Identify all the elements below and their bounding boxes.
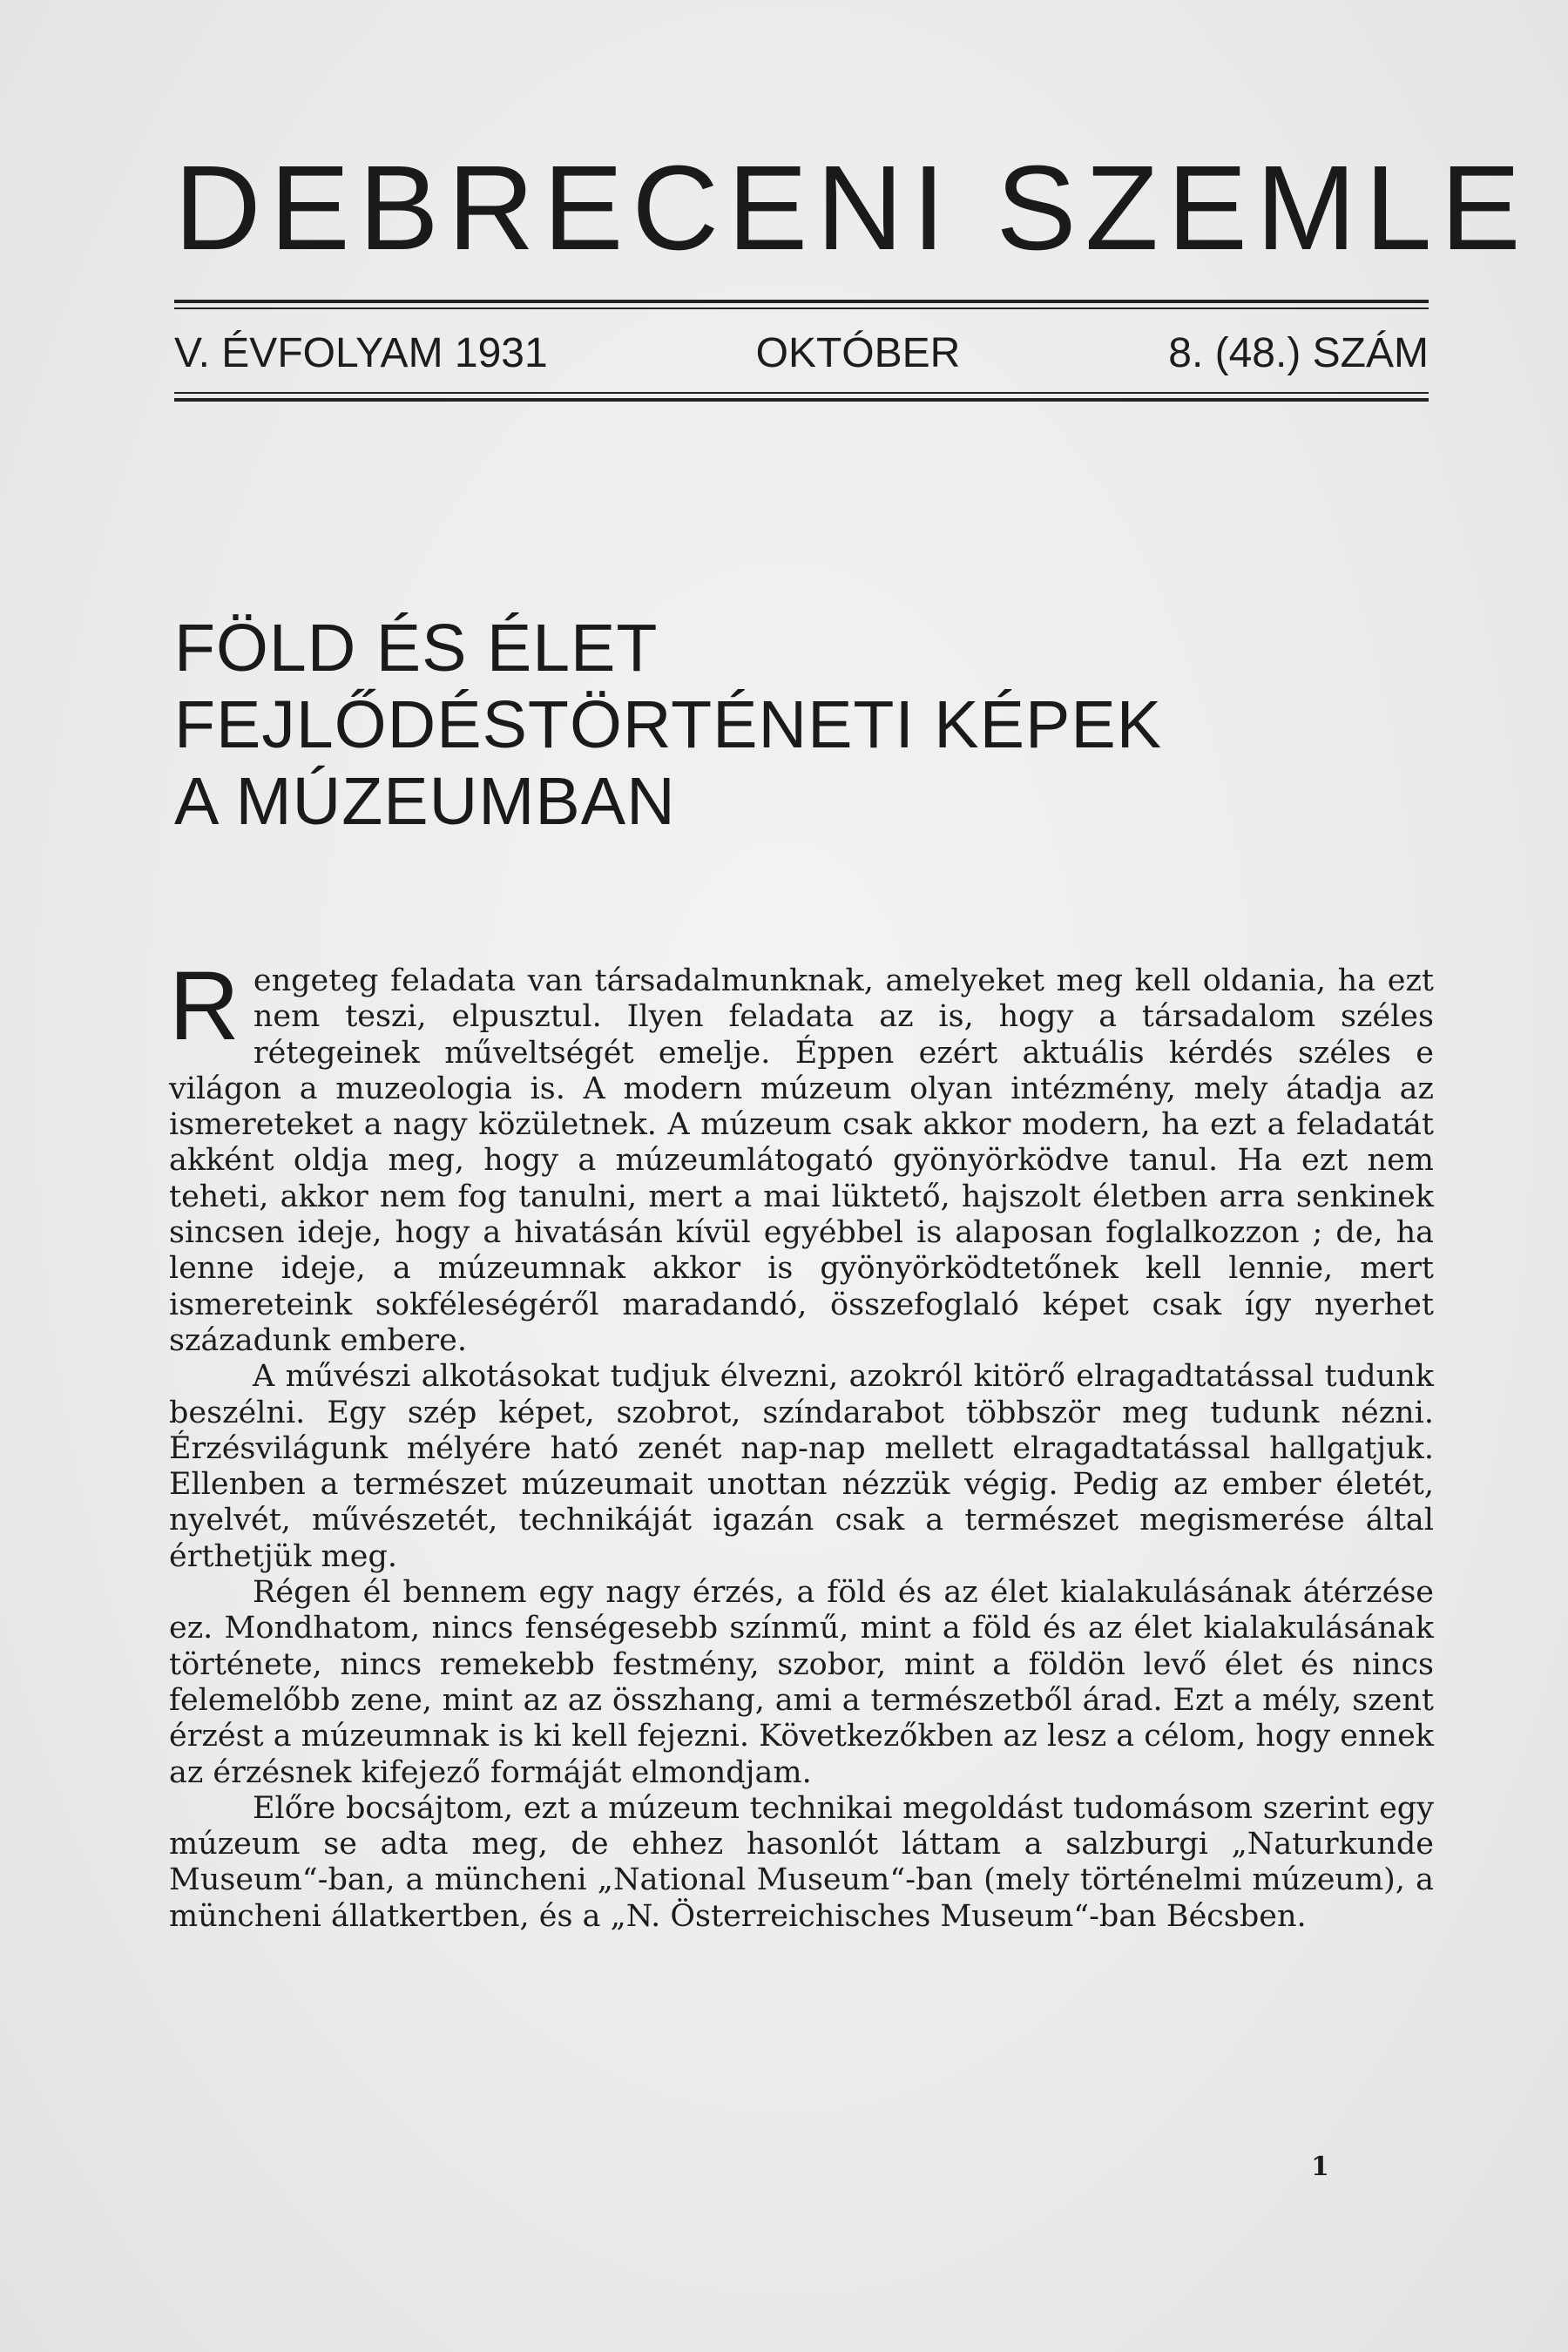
journal-title: DEBRECENI SZEMLE	[174, 141, 1530, 275]
page-number: 1	[1311, 2152, 1329, 2182]
paragraph: A művészi alkotásokat tudjuk élvezni, azokról kitörő elragadtatással tudunk beszélni. Egy szép képet, szobrot, színdarabot többször meg tudunk nézni. Érzésvilágunk mélyére ható zenét nap-nap mellett elragadtatással hallgatjuk. Ellenben a természet múzeumait unottan nézzük végig. Pedig az ember életét, nyelvét, művészetét, technikáját igazán csak a természet megismerése által érthetjük meg.	[169, 1359, 1434, 1574]
article-title-line: FÖLD ÉS ÉLET	[174, 611, 659, 686]
drop-cap: R	[169, 951, 240, 1060]
article-title	[174, 610, 1220, 840]
article-title-line: FEJLŐDÉSTÖRTÉNETI KÉPEK	[174, 687, 1163, 762]
bottom-double-rule-thin	[174, 392, 1429, 394]
issue-volume: V. ÉVFOLYAM 1931	[174, 330, 548, 376]
issue-month: OKTÓBER	[755, 330, 961, 376]
paragraph: Régen él bennem egy nagy érzés, a föld és az élet kialakulásának átérzése ez. Mondhatom, nincs fenségesebb színmű, mint a föld és az élet kialakulásának története, nincs remekebb festmény, szobor, mint a földön levő élet és nincs felemelőbb zene, mint az az összhang, ami a természetből árad. Ezt a mély, szent érzést a múzeumnak is ki kell fejezni. Következőkben az lesz a célom, hogy ennek az érzésnek kifejező formáját elmondjam.	[169, 1575, 1434, 1790]
top-double-rule-thick	[174, 300, 1429, 303]
paragraph	[169, 951, 1434, 1359]
paragraph-text: engeteg feladata van társadalmunknak, amelyeket meg kell oldania, ha ezt nem teszi, elpusztul. Ilyen feladata az is, hogy a társadalom széles rétegeinek műveltségét emelje. Éppen ezért aktuális kérdés széles e világon a muzeologia is. A modern múzeum olyan intézmény, mely átadja az ismereteket a nagy közületnek. A múzeum csak akkor modern, ha ezt a feladatát akként oldja meg, hogy a múzeumlátogató gyönyörködve tanul. Ha ezt nem teheti, akkor nem fog tanulni, mert a mai lüktető, hajszolt életben arra senkinek sincsen ideje, hogy a hivatásán kívül egyébbel is alaposan foglalkozzon ; de, ha lenne ideje, a múzeumnak akkor is gyönyörködtetőnek kell lennie, mert ismereteink sokféleségéről maradandó, összefoglaló képet csak így nyerhet századunk embere.	[169, 963, 1434, 1358]
article-title-line: A MÚZEUMBAN	[174, 764, 676, 839]
issue-info-line	[174, 330, 1429, 376]
article-body	[169, 951, 1434, 1935]
bottom-double-rule-thick	[174, 398, 1429, 402]
top-double-rule-thin	[174, 308, 1429, 309]
paragraph: Előre bocsájtom, ezt a múzeum technikai megoldást tudomásom szerint egy múzeum se adta meg, de ehhez hasonlót láttam a salzburgi „Naturkunde Museum“-ban, a müncheni „National Museum“-ban (mely történelmi múzeum), a müncheni állatkertben, és a „N. Österreichisches Museum“-ban Bécsben.	[169, 1790, 1434, 1934]
issue-number: 8. (48.) SZÁM	[1168, 330, 1429, 376]
